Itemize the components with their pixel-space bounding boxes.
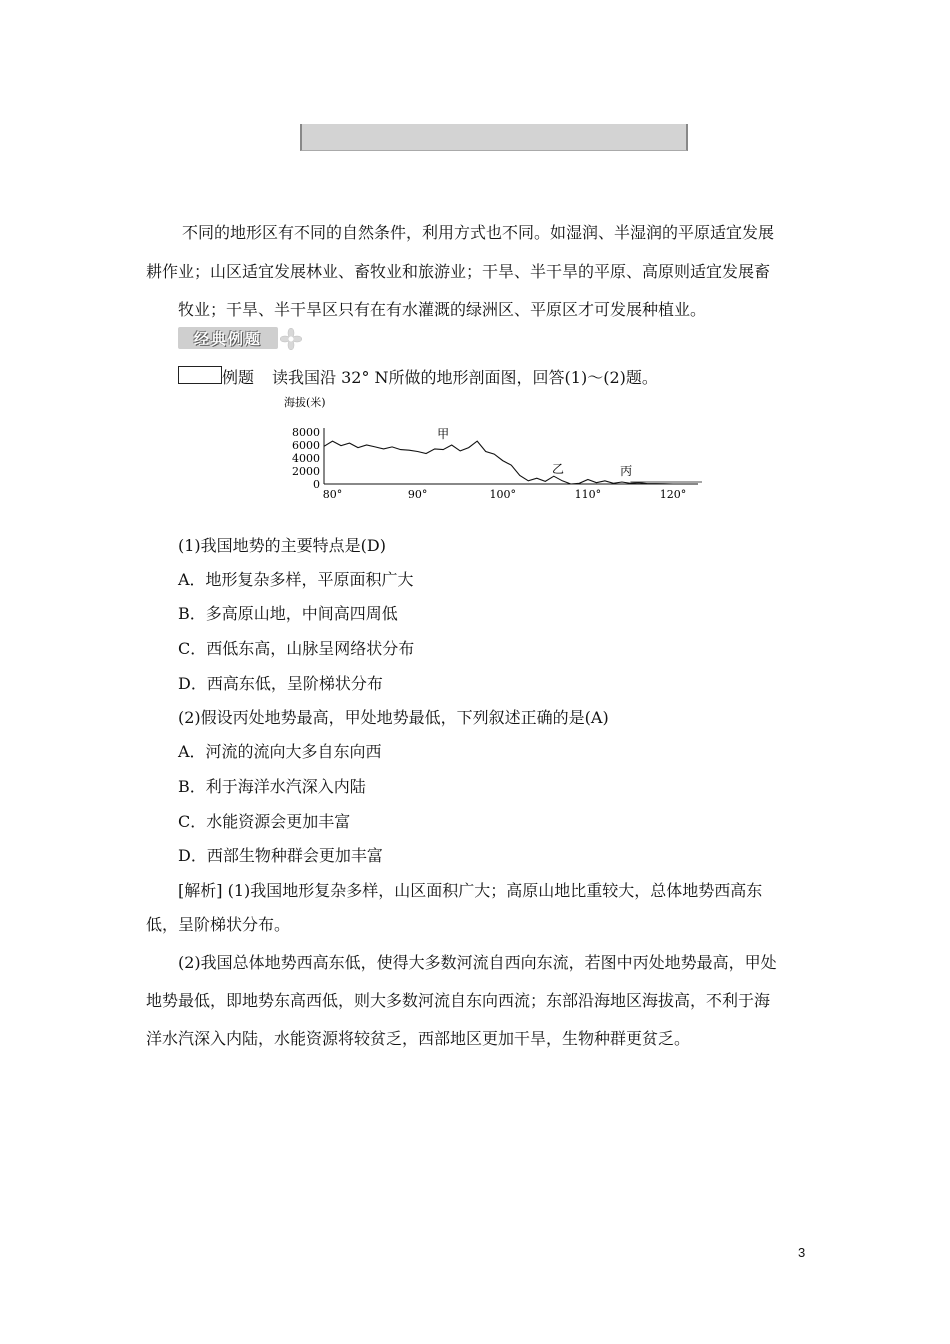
flower-icon xyxy=(280,328,302,350)
example-prefix: 例题 xyxy=(222,368,255,387)
analysis-line-2: 低，呈阶梯状分布。 xyxy=(146,915,291,934)
y-axis-label: 海拔(米) xyxy=(284,396,326,409)
annotation-yi: 乙 xyxy=(552,462,565,477)
y-tick-label: 0 xyxy=(313,478,320,491)
page-number: 3 xyxy=(798,1245,806,1260)
y-tick-label: 2000 xyxy=(292,465,320,478)
q2-option-c: C．水能资源会更加丰富 xyxy=(178,812,351,831)
q1-stem: (1)我国地势的主要特点是(D) xyxy=(178,536,386,555)
annotation-bing: 丙 xyxy=(620,464,633,479)
intro-line-3: 牧业；干旱、半干旱区只有在有水灌溉的绿洲区、平原区才可发展种植业。 xyxy=(178,300,707,319)
section-label: 经典例题 xyxy=(178,327,278,349)
x-tick-label: 90° xyxy=(407,488,428,501)
question-marker-box xyxy=(178,366,222,384)
y-tick-label: 4000 xyxy=(292,452,320,465)
analysis-line-4: 地势最低，即地势东高西低，则大多数河流自东向西流；东部沿海地区海拔高，不利于海 xyxy=(146,991,771,1010)
x-tick-label: 110° xyxy=(574,488,602,501)
q1-option-a: A．地形复杂多样，平原面积广大 xyxy=(178,570,414,589)
x-tick-label: 80° xyxy=(322,488,343,501)
header-bar xyxy=(300,124,688,151)
q1-option-b: B．多高原山地，中间高四周低 xyxy=(178,604,398,623)
q1-option-d: D．西高东低，呈阶梯状分布 xyxy=(178,674,383,693)
terrain-profile-chart xyxy=(280,392,705,502)
x-tick-label: 120° xyxy=(659,488,687,501)
q2-option-a: A．河流的流向大多自东向西 xyxy=(178,742,382,761)
x-tick-label: 100° xyxy=(489,488,516,501)
q2-stem: (2)假设丙处地势最高，甲处地势最低，下列叙述正确的是(A) xyxy=(178,708,609,727)
intro-line-2: 耕作业；山区适宜发展林业、畜牧业和旅游业；干旱、半干旱的平原、高原则适宜发展畜 xyxy=(146,262,771,281)
y-tick-label: 8000 xyxy=(292,426,320,439)
terrain-profile-line xyxy=(324,441,690,484)
example-text: 读我国沿 32° N所做的地形剖面图，回答(1)～(2)题。 xyxy=(272,368,658,387)
y-tick-label: 6000 xyxy=(292,439,320,452)
intro-line-1: 不同的地形区有不同的自然条件，利用方式也不同。如湿润、半湿润的平原适宜发展 xyxy=(182,223,775,242)
q1-option-c: C．西低东高，山脉呈网络状分布 xyxy=(178,639,415,658)
q2-option-b: B．利于海洋水汽深入内陆 xyxy=(178,777,366,796)
q2-option-d: D．西部生物种群会更加丰富 xyxy=(178,846,383,865)
annotation-jia: 甲 xyxy=(437,427,450,442)
analysis-line-5: 洋水汽深入内陆，水能资源将较贫乏，西部地区更加干旱，生物种群更贫乏。 xyxy=(146,1029,691,1048)
analysis-line-3: (2)我国总体地势西高东低，使得大多数河流自西向东流，若图中丙处地势最高，甲处 xyxy=(178,953,777,972)
analysis-line-1: [解析] (1)我国地形复杂多样，山区面积广大；高原山地比重较大，总体地势西高东 xyxy=(178,881,763,900)
